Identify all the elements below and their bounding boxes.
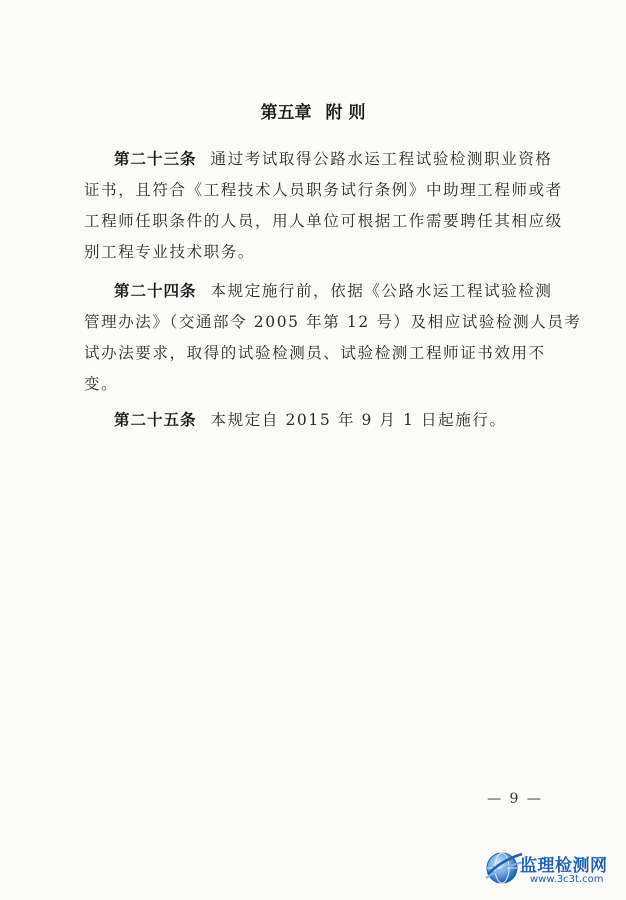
article-line: 工程师任职条件的人员，用人单位可根据工作需要聘任其相应级 — [84, 212, 563, 230]
chapter-heading — [0, 98, 626, 123]
article-24 — [84, 276, 582, 400]
article-text: 本规定自 2015 年 9 月 1 日起施行。 — [210, 411, 507, 429]
chapter-title: 附 则 — [325, 103, 366, 123]
page-number: — 9 — — [487, 791, 543, 807]
article-text: 本规定施行前，依据《公路水运工程试验检测 — [210, 282, 553, 300]
article-line: 管理办法》（交通部令 2005 年第 12 号）及相应试验检测人员考 — [84, 313, 582, 331]
article-number: 第二十三条 — [114, 150, 197, 168]
article-line: 证书，且符合《工程技术人员职务试行条例》中助理工程师或者 — [84, 181, 563, 199]
article-line: 别工程专业技术职务。 — [84, 243, 256, 261]
article-23 — [84, 144, 563, 268]
article-number: 第二十四条 — [114, 282, 197, 300]
article-text: 通过考试取得公路水运工程试验检测职业资格 — [210, 150, 553, 168]
article-line: 试办法要求，取得的试验检测员、试验检测工程师证书效用不 — [84, 344, 546, 362]
article-25 — [84, 405, 556, 436]
watermark-title: 监理检测网 — [520, 856, 608, 876]
watermark-url: www.3c3t.com — [530, 874, 604, 885]
article-line: 变。 — [84, 375, 119, 393]
article-line — [84, 144, 556, 175]
article-number: 第二十五条 — [114, 411, 197, 429]
article-line — [84, 276, 556, 307]
site-watermark — [476, 840, 626, 900]
article-line — [84, 405, 556, 436]
chapter-number: 第五章 — [260, 103, 312, 123]
